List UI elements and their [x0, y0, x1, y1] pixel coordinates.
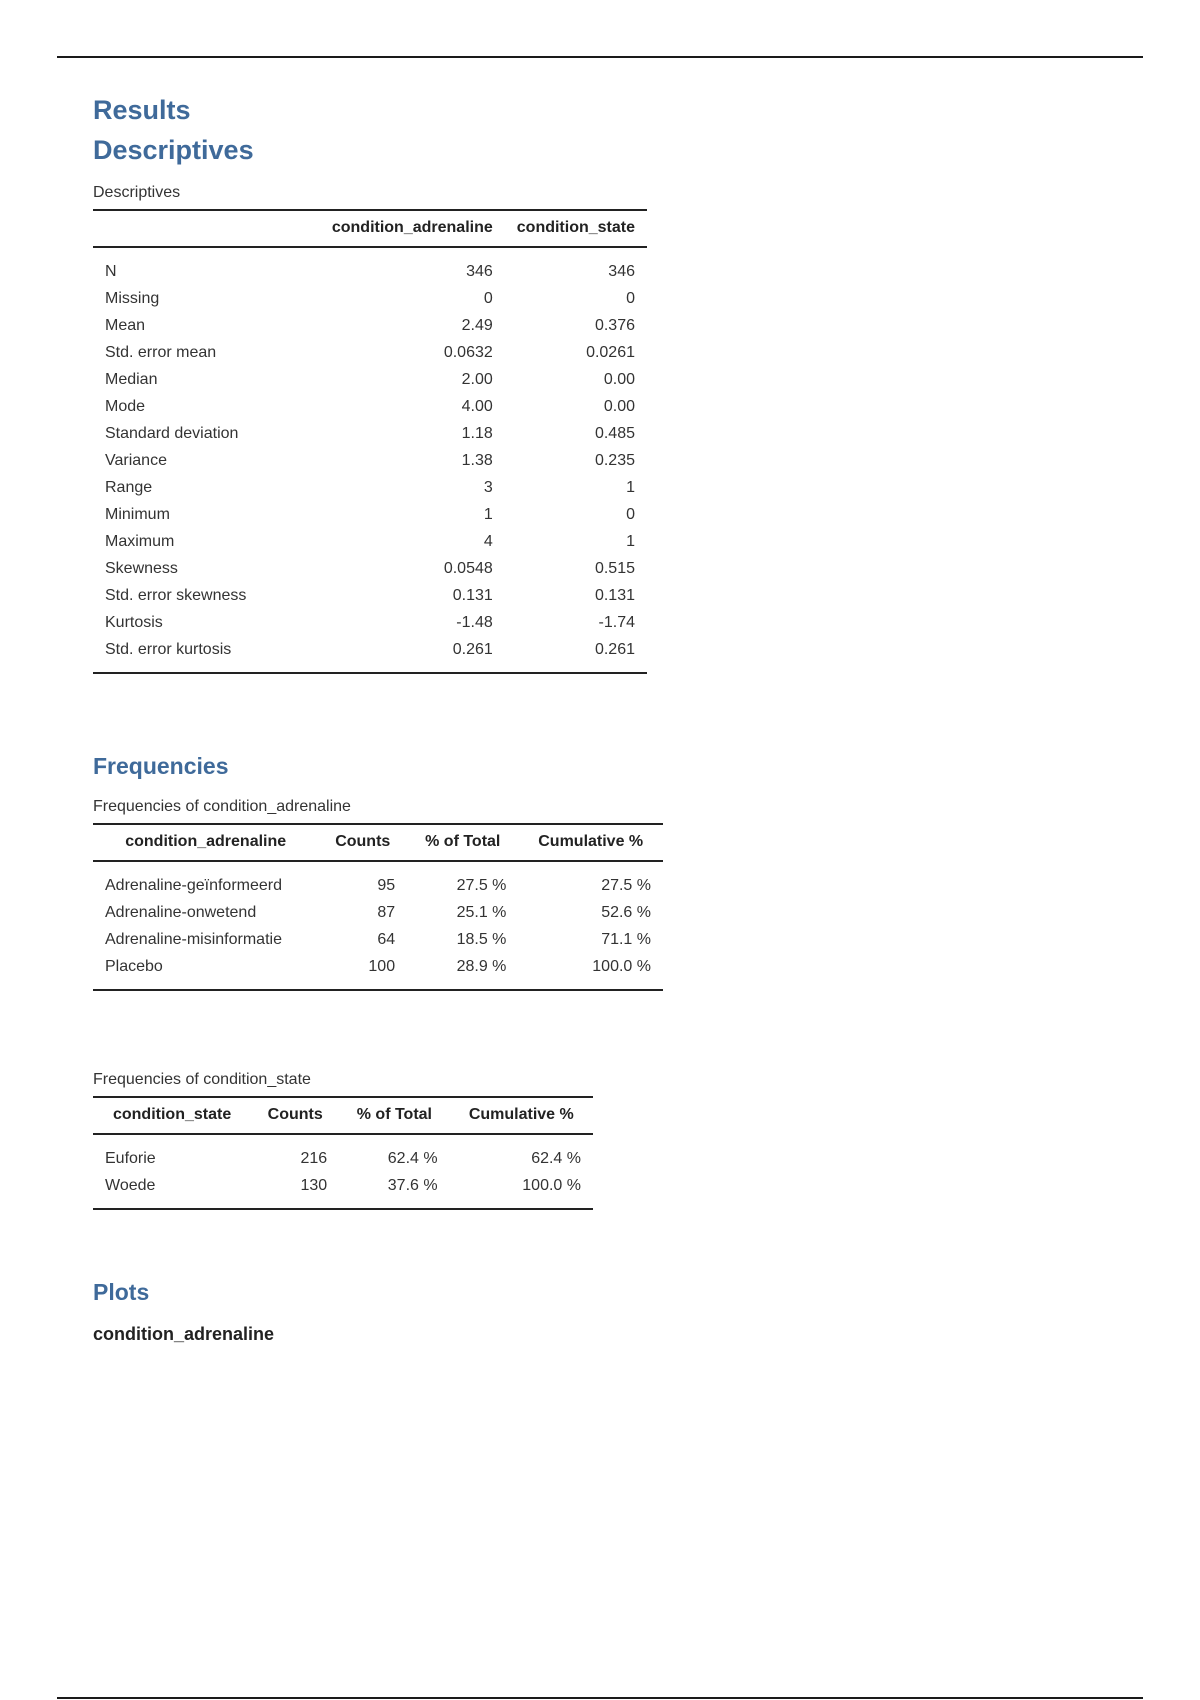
level-cell: Adrenaline-geïnformeerd: [105, 876, 282, 894]
table-row: [93, 247, 647, 285]
table-row: [93, 926, 663, 953]
freq-state-col-counts: Counts: [251, 1097, 339, 1134]
table-row: [93, 393, 647, 420]
table-row: [93, 1134, 593, 1172]
frequencies-heading: Frequencies: [93, 753, 229, 779]
table-row: [93, 447, 647, 474]
adrenaline-value: 2.49: [461, 316, 493, 334]
stat-label: Variance: [105, 451, 167, 469]
cum-cell: 71.1 %: [601, 930, 651, 948]
table-row: [93, 899, 663, 926]
adrenaline-value: 346: [466, 262, 493, 280]
pct-cell: 62.4 %: [387, 1149, 438, 1167]
results-heading: Results: [93, 95, 191, 125]
descriptives-col-state: condition_state: [505, 210, 647, 247]
pct-cell: 28.9 %: [407, 953, 518, 990]
level-cell: Euforie: [105, 1149, 156, 1167]
state-value: 0: [626, 289, 635, 307]
stat-label: Standard deviation: [105, 424, 239, 442]
state-value: 1: [626, 478, 635, 496]
table-row: [93, 312, 647, 339]
descriptives-col-stat: [93, 210, 284, 247]
stat-label: Mean: [105, 316, 146, 334]
adrenaline-value: 0.0632: [443, 343, 493, 361]
level-cell: Woede: [93, 1172, 251, 1209]
adrenaline-value: -1.48: [456, 613, 493, 631]
state-value: 0.0261: [586, 343, 635, 361]
level-cell: Adrenaline-onwetend: [105, 903, 257, 921]
count-cell: 100: [318, 953, 407, 990]
table-row: [93, 1172, 593, 1209]
state-value: 0.00: [603, 370, 635, 388]
stat-label: Std. error kurtosis: [93, 636, 284, 673]
state-value: 0: [626, 505, 635, 523]
freq-state-col-pct: % of Total: [339, 1097, 449, 1134]
cum-cell: 27.5 %: [601, 876, 651, 894]
descriptives-heading: Descriptives: [93, 135, 254, 165]
table-row: [93, 861, 663, 899]
cum-cell: 100.0 %: [518, 953, 663, 990]
freq-adrenaline-body: [93, 861, 663, 990]
state-value: 0.376: [594, 316, 635, 334]
cum-cell: 52.6 %: [601, 903, 651, 921]
adrenaline-value: 3: [483, 478, 493, 496]
descriptives-col-adrenaline: condition_adrenaline: [284, 210, 504, 247]
count-cell: 216: [300, 1149, 328, 1167]
count-cell: 95: [377, 876, 396, 894]
table-row: [93, 339, 647, 366]
level-cell: Placebo: [93, 953, 318, 990]
freq-adrenaline-col-level: condition_adrenaline: [93, 824, 318, 861]
stat-label: Skewness: [105, 559, 178, 577]
top-rule: [57, 56, 1143, 58]
freq-state-col-cum: Cumulative %: [450, 1097, 593, 1134]
adrenaline-value: 0.0548: [443, 559, 493, 577]
results-content: [93, 90, 1093, 1346]
state-value: 0.131: [594, 586, 635, 604]
state-value: 0.485: [594, 424, 635, 442]
adrenaline-value: 0.261: [284, 636, 504, 673]
table-row: [93, 582, 647, 609]
state-value: 0.515: [594, 559, 635, 577]
state-value: 1: [626, 532, 635, 550]
stat-label: N: [105, 262, 117, 280]
adrenaline-value: 1.18: [461, 424, 493, 442]
plots-heading: Plots: [93, 1279, 150, 1305]
table-row: [93, 285, 647, 312]
stat-label: Mode: [105, 397, 146, 415]
adrenaline-value: 0: [483, 289, 493, 307]
pct-cell: 18.5 %: [456, 930, 507, 948]
state-value: 0.00: [603, 397, 635, 415]
state-value: 0.235: [594, 451, 635, 469]
adrenaline-value: 1.38: [461, 451, 493, 469]
stat-label: Range: [105, 478, 153, 496]
count-cell: 130: [251, 1172, 339, 1209]
stat-label: Median: [105, 370, 158, 388]
state-value: 346: [608, 262, 635, 280]
stat-label: Maximum: [105, 532, 175, 550]
stat-label: Std. error mean: [105, 343, 217, 361]
state-value: 0.261: [505, 636, 647, 673]
table-row: [93, 420, 647, 447]
adrenaline-value: 1: [483, 505, 493, 523]
plot-title: condition_adrenaline: [93, 1324, 275, 1344]
pct-cell: 37.6 %: [339, 1172, 449, 1209]
pct-cell: 27.5 %: [456, 876, 507, 894]
pct-cell: 25.1 %: [456, 903, 507, 921]
bottom-rule: [57, 1697, 1143, 1699]
cum-cell: 100.0 %: [450, 1172, 593, 1209]
stat-label: Kurtosis: [105, 613, 163, 631]
table-row: [93, 609, 647, 636]
freq-adrenaline-table: [93, 823, 663, 991]
adrenaline-value: 0.131: [452, 586, 493, 604]
table-row: [93, 528, 647, 555]
freq-state-table: [93, 1096, 593, 1210]
freq-state-caption: Frequencies of condition_state: [93, 1071, 311, 1088]
adrenaline-value: 4: [483, 532, 493, 550]
count-cell: 64: [377, 930, 396, 948]
level-cell: Adrenaline-misinformatie: [105, 930, 282, 948]
descriptives-body: [93, 247, 647, 673]
state-value: -1.74: [598, 613, 635, 631]
table-row: [93, 474, 647, 501]
stat-label: Minimum: [105, 505, 170, 523]
table-row: [93, 953, 663, 990]
adrenaline-value: 2.00: [461, 370, 493, 388]
descriptives-caption: Descriptives: [93, 184, 181, 201]
adrenaline-value: 4.00: [461, 397, 493, 415]
table-row: [93, 366, 647, 393]
freq-adrenaline-col-pct: % of Total: [407, 824, 518, 861]
table-row: [93, 555, 647, 582]
freq-state-col-level: condition_state: [93, 1097, 251, 1134]
freq-state-body: [93, 1134, 593, 1209]
table-row: [93, 501, 647, 528]
freq-adrenaline-col-cum: Cumulative %: [518, 824, 663, 861]
freq-adrenaline-caption: Frequencies of condition_adrenaline: [93, 798, 351, 815]
cum-cell: 62.4 %: [531, 1149, 581, 1167]
count-cell: 87: [377, 903, 396, 921]
table-row: [93, 636, 647, 673]
stat-label: Missing: [105, 289, 160, 307]
descriptives-table: [93, 209, 647, 674]
stat-label: Std. error skewness: [105, 586, 247, 604]
freq-adrenaline-col-counts: Counts: [318, 824, 407, 861]
